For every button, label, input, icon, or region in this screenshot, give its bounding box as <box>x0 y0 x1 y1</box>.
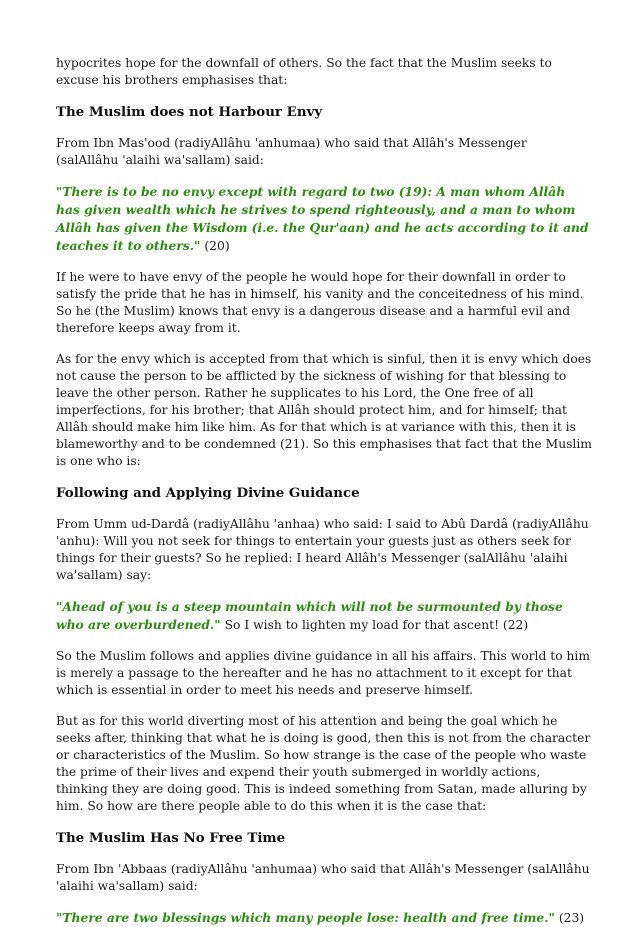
paragraph-envy-pride: If he were to have envy of the people he would hope for their downfall in order to satisfy the pride that he has in himself, his vanity and the conceitedness of his mind. So he (the Muslim) knows that envy is a dangerous disease and a harmful evil and therefore keeps away from it. <box>56 270 584 335</box>
narration-ibn-masood: From Ibn Mas'ood (radiyAllâhu 'anhumaa) who said that Allâh's Messenger (salAllâhu 'alaihi wa'sallam) said: <box>56 136 527 167</box>
hadith-reference: So I wish to lighten my load for that ascent! (22) <box>220 618 529 632</box>
hadith-mountain <box>56 598 592 634</box>
intro-paragraph: hypocrites hope for the downfall of others. So the fact that the Muslim seeks to excuse his brothers emphasises that: <box>56 56 552 87</box>
hadith-quote: "Ahead of you is a steep mountain which will not be surmounted by those who are overburdened." <box>56 599 563 632</box>
paragraph-accepted-envy: As for the envy which is accepted from that which is sinful, then it is envy which does not cause the person to be afflicted by the sickness of wishing for that blessing to leave the other person. Rather he supplicates to his Lord, the One free of all imperfections, for his brother; that Allâh should protect him, and for himself; that Allâh should make him like him. As for that which is at variance with this, then it is blameworthy and to be condemned (21). So this emphasises that fact that the Muslim is one who is: <box>56 352 592 468</box>
heading-no-envy: The Muslim does not Harbour Envy <box>56 104 323 120</box>
narration-ibn-abbaas: From Ibn 'Abbaas (radiyAllâhu 'anhumaa) who said that Allâh's Messenger (salAllâhu 'alaihi wa'sallam) said: <box>56 862 590 893</box>
paragraph-worldly-distraction: But as for this world diverting most of his attention and being the goal which he seeks after, thinking that what he is doing is good, then this is not from the character or characteristics of the Muslim. So how strange is the case of the people who waste the prime of their lives and expend their youth submerged in worldly actions, thinking they are doing good. This is indeed something from Satan, made alluring by him. So how are there people able to do this when it is the case that: <box>56 714 591 813</box>
heading-no-free-time: The Muslim Has No Free Time <box>56 830 286 846</box>
hadith-quote: "There are two blessings which many people lose: health and free time." <box>56 910 555 925</box>
narration-umm-darda: From Umm ud-Dardâ (radiyAllâhu 'anhaa) who said: I said to Abû Dardâ (radiyAllâhu 'anhu): Will you not seek for things to entertain your guests just as others seek for things for their guests? So he replied: I heard Allâh's Messenger (salAllâhu 'alaihi wa'sallam) say: <box>56 517 589 582</box>
hadith-two-blessings <box>56 909 592 927</box>
hadith-reference: (20) <box>200 239 230 253</box>
heading-divine-guidance: Following and Applying Divine Guidance <box>56 485 360 501</box>
hadith-quote: "There is to be no envy except with regard to two (19): A man whom Allâh has given wealth which he strives to spend righteously, and a man to whom Allâh has given the Wisdom (i.e. the Qur'aan) and he acts according to it and teaches it to others." <box>56 184 589 253</box>
hadith-envy <box>56 183 592 255</box>
paragraph-follows-guidance: So the Muslim follows and applies divine guidance in all his affairs. This world to him is merely a passage to the hereafter and he has no attachment to it except for that which is essential in order to meet his needs and preserve himself. <box>56 649 591 697</box>
hadith-reference: (23) <box>554 911 585 925</box>
